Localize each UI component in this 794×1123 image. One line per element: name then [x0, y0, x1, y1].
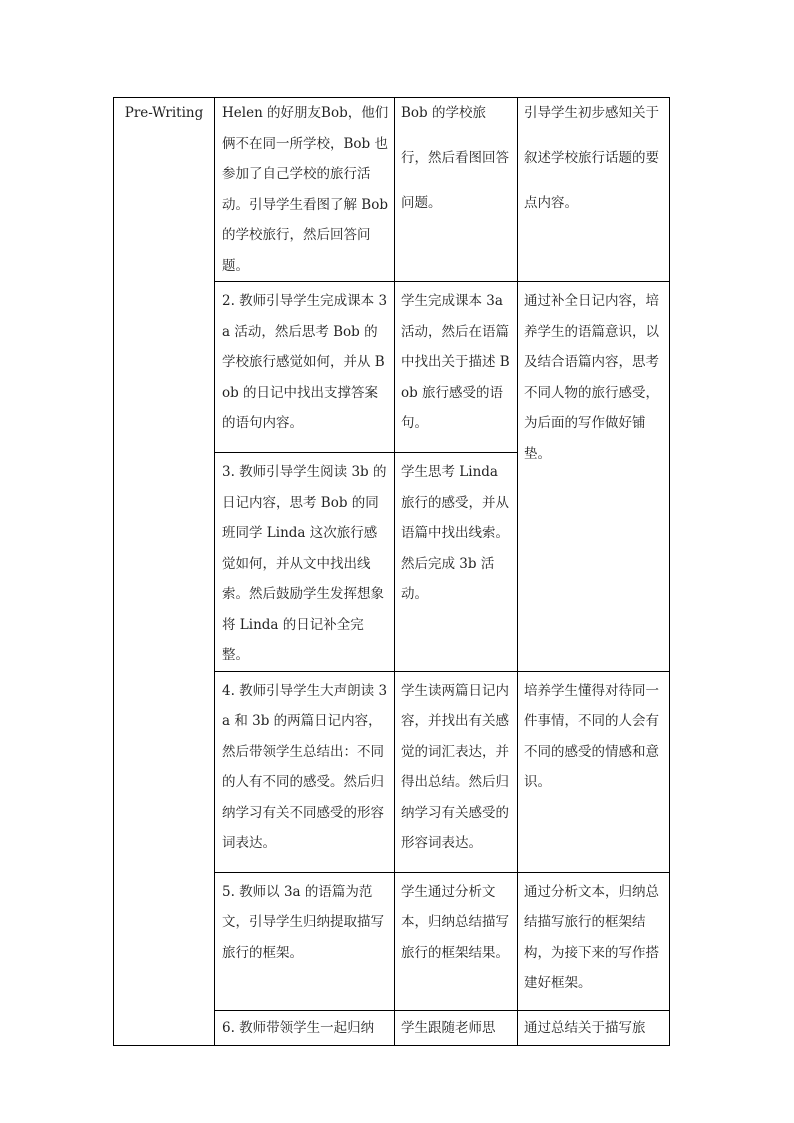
- teacher-activity-text: 4. 教师引导学生大声朗读 3a 和 3b 的两篇日记内容，然后带领学生总结出：不同的人有不同的感受。然后归纳学习有关不同感受的形容词表达。: [222, 682, 388, 851]
- student-activity-text: 学生读两篇日记内容，并找出有关感觉的词汇表达，并得出总结。然后归纳学习有关感受的形容词表达。: [401, 682, 509, 851]
- teacher-activity-cell: [215, 98, 395, 282]
- purpose-text: 培养学生懂得对待同一件事情，不同的人会有不同的感受的情感和意识。: [524, 682, 659, 790]
- purpose-text: 通过分析文本，归纳总结描写旅行的框架结构，为接下来的写作搭建好框架。: [524, 883, 659, 991]
- purpose-text: 通过补全日记内容，培养学生的语篇意识，以及结合语篇内容，思考不同人物的旅行感受，为后面的写作做好铺垫。: [524, 293, 659, 462]
- teacher-activity-text: 6. 教师带领学生一起归纳: [222, 1019, 375, 1036]
- teacher-activity-text: 5. 教师以 3a 的语篇为范文，引导学生归纳提取描写旅行的框架。: [222, 883, 384, 961]
- stage-label: Pre-Writing: [124, 105, 204, 121]
- purpose-cell: [518, 872, 670, 1010]
- student-activity-text: 学生完成课本 3a 活动，然后在语篇中找出关于描述 Bob 旅行感受的语句。: [401, 293, 510, 431]
- teacher-activity-text: 2. 教师引导学生完成课本 3a 活动，然后思考 Bob 的学校旅行感觉如何，并从 Bob 的日记中找出支撑答案的语句内容。: [222, 293, 388, 431]
- teacher-activity-cell: [215, 1010, 395, 1045]
- student-activity-cell: [395, 1010, 518, 1045]
- purpose-cell: [518, 98, 670, 282]
- student-activity-text: Bob 的学校旅行，然后看图回答问题。: [401, 105, 509, 211]
- student-activity-text: 学生通过分析文本，归纳总结描写旅行的框架结果。: [401, 883, 509, 961]
- stage-cell: [114, 98, 215, 1046]
- purpose-cell: [518, 1010, 670, 1045]
- teacher-activity-text: 3. 教师引导学生阅读 3b 的日记内容，思考 Bob 的同班同学 Linda 这次旅行感觉如何，并从文中找出线索。然后鼓励学生发挥想象将 Linda 的日记补全完整。: [222, 464, 387, 663]
- student-activity-cell: [395, 98, 518, 282]
- teacher-activity-text: Helen 的好朋友Bob，他们俩不在同一所学校，Bob 也参加了自己学校的旅行活动。引导学生看图了解 Bob 的学校旅行，然后回答问题。: [222, 105, 389, 274]
- student-activity-cell: [395, 453, 518, 672]
- purpose-cell: [518, 282, 670, 672]
- purpose-cell: [518, 671, 670, 872]
- student-activity-text: 学生跟随老师思: [401, 1019, 496, 1036]
- teacher-activity-cell: [215, 872, 395, 1010]
- student-activity-cell: [395, 671, 518, 872]
- student-activity-cell: [395, 282, 518, 453]
- purpose-text: 引导学生初步感知关于叙述学校旅行话题的要点内容。: [524, 105, 659, 211]
- teacher-activity-cell: [215, 282, 395, 453]
- student-activity-text: 学生思考 Linda 旅行的感受，并从语篇中找出线索。然后完成 3b 活动。: [401, 464, 509, 602]
- teacher-activity-cell: [215, 453, 395, 672]
- student-activity-cell: [395, 872, 518, 1010]
- teacher-activity-cell: [215, 671, 395, 872]
- lesson-plan-table: [113, 97, 670, 1046]
- purpose-text: 通过总结关于描写旅: [524, 1019, 646, 1036]
- table-row: [114, 98, 670, 282]
